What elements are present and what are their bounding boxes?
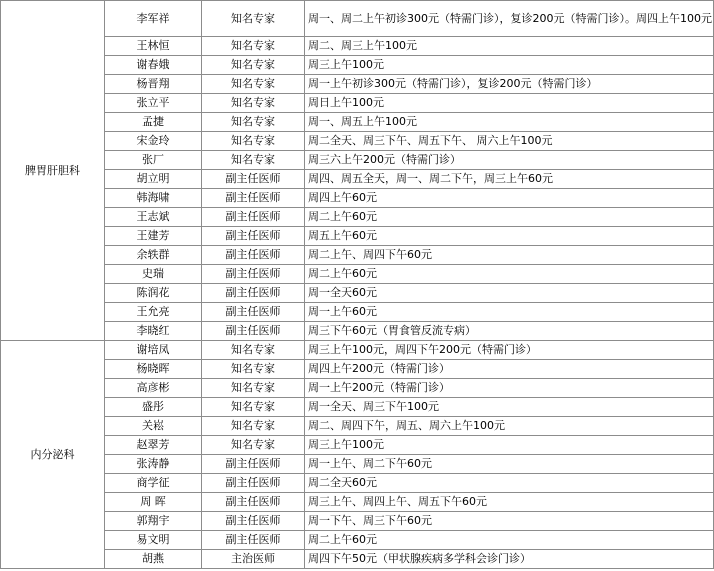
clinic-schedule: 周二、周三上午100元 <box>305 37 714 56</box>
doctor-name: 李晓红 <box>105 322 202 341</box>
doctor-title: 知名专家 <box>202 360 305 379</box>
clinic-schedule: 周一、周五上午100元 <box>305 113 714 132</box>
table-row <box>1 189 714 208</box>
doctor-name: 韩海啸 <box>105 189 202 208</box>
clinic-schedule: 周四上午60元 <box>305 189 714 208</box>
table-row <box>1 227 714 246</box>
table-row <box>1 493 714 512</box>
table-row <box>1 531 714 550</box>
clinic-schedule: 周四下午50元（甲状腺疾病多学科会诊门诊） <box>305 550 714 569</box>
doctor-title: 副主任医师 <box>202 208 305 227</box>
table-row <box>1 322 714 341</box>
clinic-schedule: 周一全天、周三下午100元 <box>305 398 714 417</box>
clinic-schedule: 周二全天60元 <box>305 474 714 493</box>
clinic-schedule: 周三六上午200元（特需门诊） <box>305 151 714 170</box>
doctor-title: 副主任医师 <box>202 265 305 284</box>
clinic-schedule: 周三上午100元 <box>305 436 714 455</box>
doctor-name: 谢春娥 <box>105 56 202 75</box>
doctor-title: 副主任医师 <box>202 512 305 531</box>
doctor-title: 副主任医师 <box>202 455 305 474</box>
doctor-name: 张厂 <box>105 151 202 170</box>
doctor-title: 知名专家 <box>202 151 305 170</box>
doctor-title: 知名专家 <box>202 1 305 37</box>
doctor-title: 知名专家 <box>202 37 305 56</box>
table-row <box>1 303 714 322</box>
doctor-name: 陈润花 <box>105 284 202 303</box>
table-row <box>1 246 714 265</box>
doctor-title: 副主任医师 <box>202 493 305 512</box>
doctor-name: 周 晖 <box>105 493 202 512</box>
doctor-name: 杨晓晖 <box>105 360 202 379</box>
clinic-schedule: 周二上午60元 <box>305 208 714 227</box>
doctor-title: 知名专家 <box>202 398 305 417</box>
doctor-name: 郭翔宇 <box>105 512 202 531</box>
table-row <box>1 75 714 94</box>
doctor-name: 胡立明 <box>105 170 202 189</box>
table-row <box>1 550 714 569</box>
doctor-title: 知名专家 <box>202 56 305 75</box>
table-row <box>1 94 714 113</box>
clinic-schedule: 周四上午200元（特需门诊） <box>305 360 714 379</box>
table-row <box>1 56 714 75</box>
doctor-name: 商学征 <box>105 474 202 493</box>
doctor-title: 副主任医师 <box>202 189 305 208</box>
doctor-title: 副主任医师 <box>202 531 305 550</box>
table-row <box>1 1 714 37</box>
table-row <box>1 132 714 151</box>
doctor-title: 知名专家 <box>202 341 305 360</box>
clinic-schedule: 周一上午、周二下午60元 <box>305 455 714 474</box>
clinic-schedule: 周五上午60元 <box>305 227 714 246</box>
doctor-name: 高彦彬 <box>105 379 202 398</box>
doctor-name: 宋金玲 <box>105 132 202 151</box>
doctor-title: 副主任医师 <box>202 303 305 322</box>
doctor-name: 王志斌 <box>105 208 202 227</box>
doctor-title: 知名专家 <box>202 436 305 455</box>
table-row <box>1 265 714 284</box>
doctor-name: 易文明 <box>105 531 202 550</box>
doctor-name: 史瑞 <box>105 265 202 284</box>
doctor-title: 知名专家 <box>202 94 305 113</box>
table-row <box>1 284 714 303</box>
clinic-schedule: 周二上午60元 <box>305 265 714 284</box>
doctor-title: 副主任医师 <box>202 474 305 493</box>
doctor-name: 余轶群 <box>105 246 202 265</box>
doctor-name: 李军祥 <box>105 1 202 37</box>
table-row <box>1 436 714 455</box>
clinic-schedule: 周一下午、周三下午60元 <box>305 512 714 531</box>
doctor-title: 副主任医师 <box>202 170 305 189</box>
doctor-title: 副主任医师 <box>202 322 305 341</box>
doctor-name: 张涛静 <box>105 455 202 474</box>
table-row <box>1 417 714 436</box>
doctor-name: 盛彤 <box>105 398 202 417</box>
clinic-schedule: 周三上午100元 <box>305 56 714 75</box>
doctor-title: 知名专家 <box>202 75 305 94</box>
doctor-name: 王建芳 <box>105 227 202 246</box>
table-row <box>1 341 714 360</box>
table-row <box>1 455 714 474</box>
table-row <box>1 113 714 132</box>
clinic-schedule: 周二、周四下午，周五、周六上午100元 <box>305 417 714 436</box>
clinic-schedule: 周一上午200元（特需门诊） <box>305 379 714 398</box>
clinic-schedule: 周一全天60元 <box>305 284 714 303</box>
department-name: 内分泌科 <box>1 341 105 569</box>
clinic-schedule: 周三上午100元，周四下午200元（特需门诊） <box>305 341 714 360</box>
clinic-schedule: 周一、周二上午初诊300元（特需门诊），复诊200元（特需门诊）。周四上午100元 <box>305 1 714 37</box>
clinic-schedule: 周日上午100元 <box>305 94 714 113</box>
doctor-title: 副主任医师 <box>202 246 305 265</box>
doctor-title: 副主任医师 <box>202 227 305 246</box>
clinic-schedule: 周二全天、周三下午、周五下午、 周六上午100元 <box>305 132 714 151</box>
doctor-name: 谢培凤 <box>105 341 202 360</box>
clinic-schedule: 周一上午60元 <box>305 303 714 322</box>
doctor-name: 王允亮 <box>105 303 202 322</box>
table-row <box>1 208 714 227</box>
clinic-schedule: 周三上午、周四上午、周五下午60元 <box>305 493 714 512</box>
doctor-title: 副主任医师 <box>202 284 305 303</box>
clinic-schedule: 周四、周五全天，周一、周二下午，周三上午60元 <box>305 170 714 189</box>
clinic-schedule: 周三下午60元（胃食管反流专病） <box>305 322 714 341</box>
table-row <box>1 398 714 417</box>
doctor-title: 知名专家 <box>202 113 305 132</box>
doctor-title: 知名专家 <box>202 417 305 436</box>
table-row <box>1 512 714 531</box>
table-row <box>1 37 714 56</box>
table-row <box>1 170 714 189</box>
clinic-schedule: 周一上午初诊300元（特需门诊），复诊200元（特需门诊） <box>305 75 714 94</box>
table-row <box>1 360 714 379</box>
doctor-name: 孟捷 <box>105 113 202 132</box>
table-row <box>1 379 714 398</box>
department-name: 脾胃肝胆科 <box>1 1 105 341</box>
table-row <box>1 151 714 170</box>
clinic-schedule: 周二上午60元 <box>305 531 714 550</box>
clinic-schedule: 周二上午、周四下午60元 <box>305 246 714 265</box>
doctor-name: 张立平 <box>105 94 202 113</box>
doctor-title: 知名专家 <box>202 132 305 151</box>
doctor-name: 关崧 <box>105 417 202 436</box>
table-row <box>1 474 714 493</box>
doctor-title: 知名专家 <box>202 379 305 398</box>
doctor-name: 王林恒 <box>105 37 202 56</box>
schedule-table-body <box>1 1 714 569</box>
doctor-title: 主治医师 <box>202 550 305 569</box>
doctor-name: 胡燕 <box>105 550 202 569</box>
doctor-name: 杨晋翔 <box>105 75 202 94</box>
doctor-name: 赵翠芳 <box>105 436 202 455</box>
